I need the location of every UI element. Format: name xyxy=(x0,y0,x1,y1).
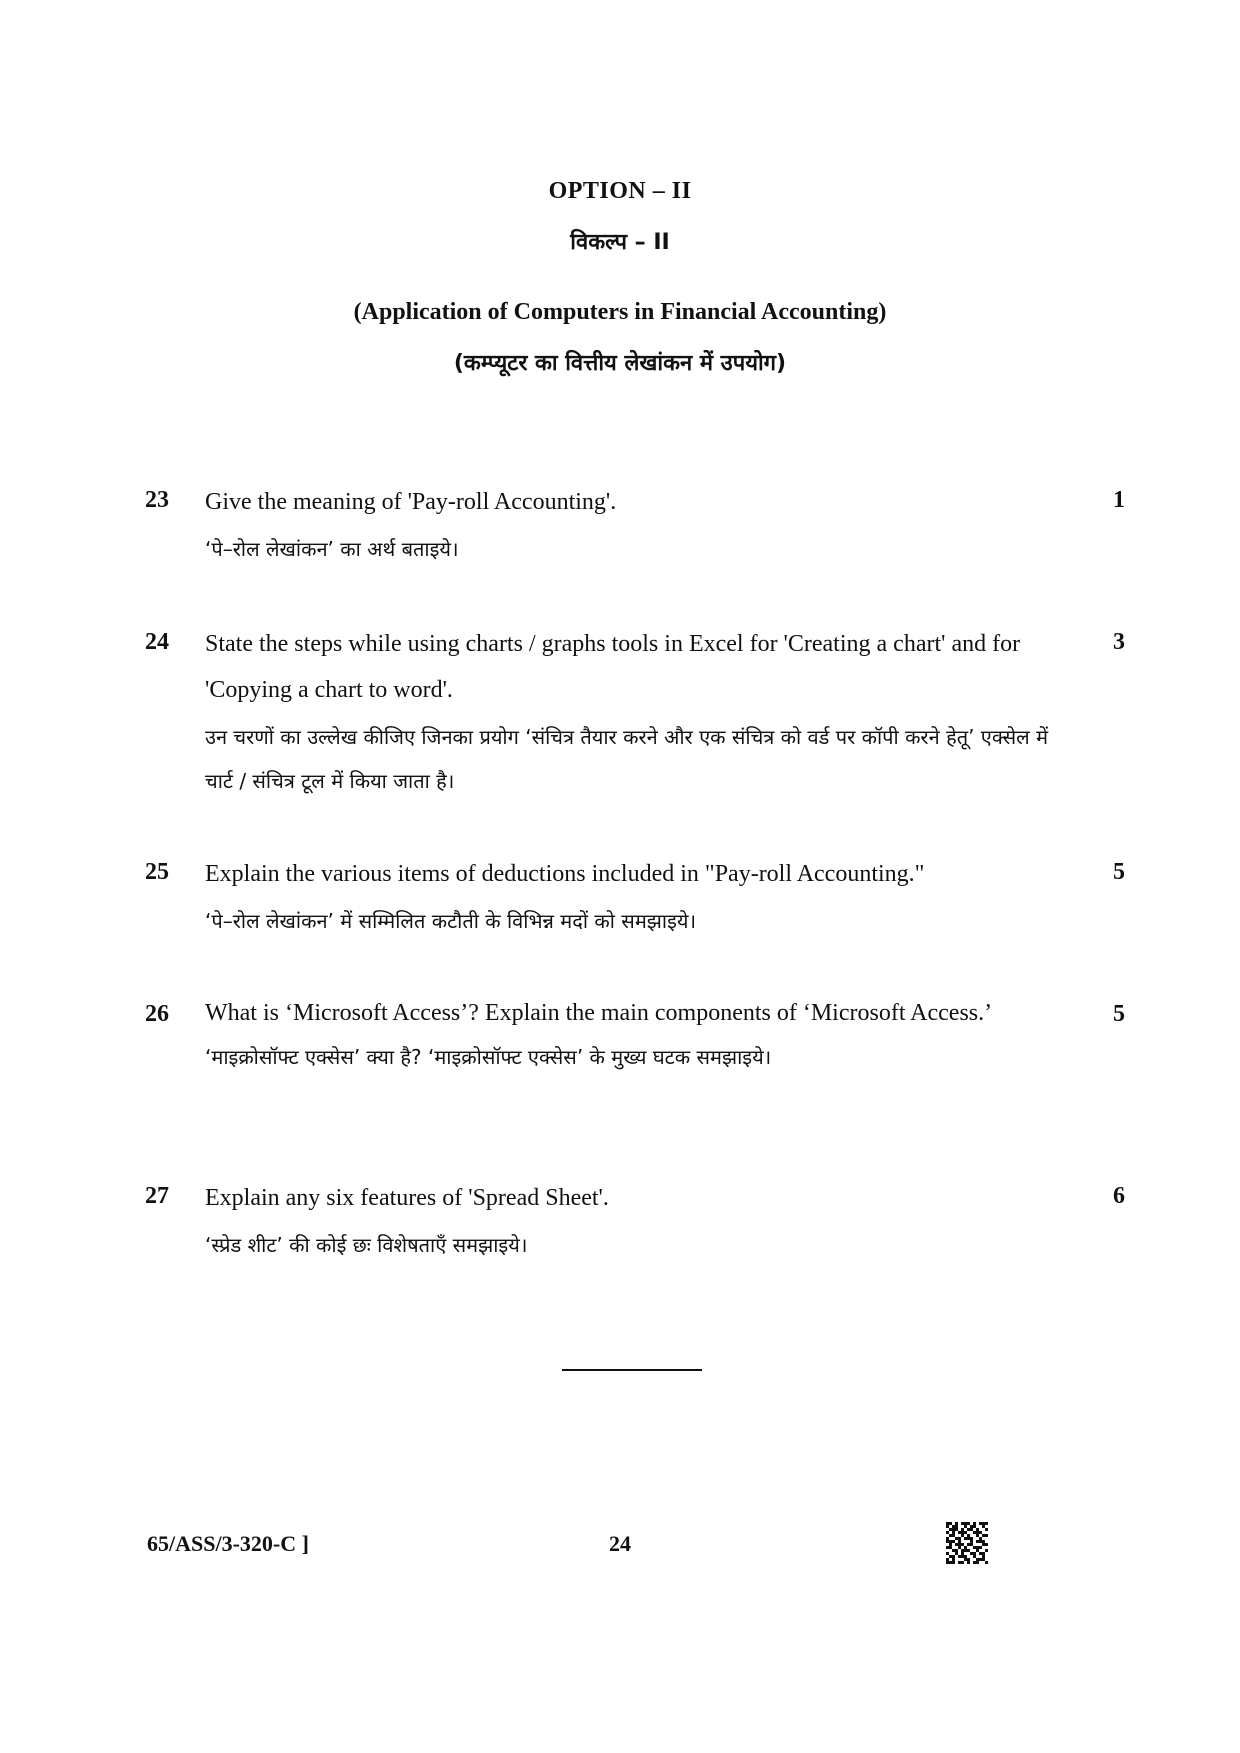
question-number: 24 xyxy=(145,629,169,655)
question-number: 25 xyxy=(145,859,169,885)
question-text-english: Explain the various items of deductions included in "Pay-roll Accounting." xyxy=(205,861,925,887)
question-text-english: What is ‘Microsoft Access’? Explain the main components of ‘Microsoft Access.’ xyxy=(205,1000,993,1026)
question-text-english: Give the meaning of 'Pay-roll Accounting'. xyxy=(205,489,617,515)
option-heading: OPTION – II xyxy=(548,178,692,204)
question-number: 26 xyxy=(145,1001,169,1027)
question-text-english: Explain any six features of 'Spread Sheet'. xyxy=(205,1185,609,1211)
question-text-hindi: ‘स्प्रेड शीट’ की कोई छः विशेषताएँ समझाइये। xyxy=(205,1233,528,1257)
end-divider xyxy=(562,1369,702,1371)
question-text-hindi: ‘माइक्रोसॉफ्ट एक्सेस’ क्या है? ‘माइक्रोसॉफ्ट एक्सेस’ के मुख्य घटक समझाइये। xyxy=(205,1045,772,1069)
section-title: (Application of Computers in Financial Accounting) xyxy=(353,299,887,325)
question-text-hindi: उन चरणों का उल्लेख कीजिए जिनका प्रयोग ‘संचित्र तैयार करने और एक संचित्र को वर्ड पर कॉपी करने हेतू’ एक्सेल में चार्ट / संचित्र टूल में किया जाता है। xyxy=(205,725,1049,793)
question-text-english: State the steps while using charts / graphs tools in Excel for 'Creating a chart' and for 'Copying a chart to word'. xyxy=(205,631,1021,703)
option-heading-hindi: विकल्प – II xyxy=(570,230,670,255)
question-number: 23 xyxy=(145,487,169,513)
section-title-hindi: (कम्प्यूटर का वित्तीय लेखांकन में उपयोग) xyxy=(453,351,787,376)
question-marks: 5 xyxy=(1113,1001,1125,1027)
question-text-hindi: ‘पे–रोल लेखांकन’ में सम्मिलित कटौती के विभिन्न मदों को समझाइये। xyxy=(205,909,697,933)
question-marks: 6 xyxy=(1113,1183,1125,1209)
question-text-hindi: ‘पे–रोल लेखांकन’ का अर्थ बताइये। xyxy=(205,537,459,561)
question-number: 27 xyxy=(145,1183,169,1209)
question-marks: 5 xyxy=(1113,859,1125,885)
question-marks: 3 xyxy=(1113,629,1125,655)
page-number: 24 xyxy=(609,1531,631,1556)
question-marks: 1 xyxy=(1113,487,1125,513)
qr-code-icon xyxy=(946,1522,988,1564)
paper-code: 65/ASS/3-320-C ] xyxy=(147,1531,309,1556)
